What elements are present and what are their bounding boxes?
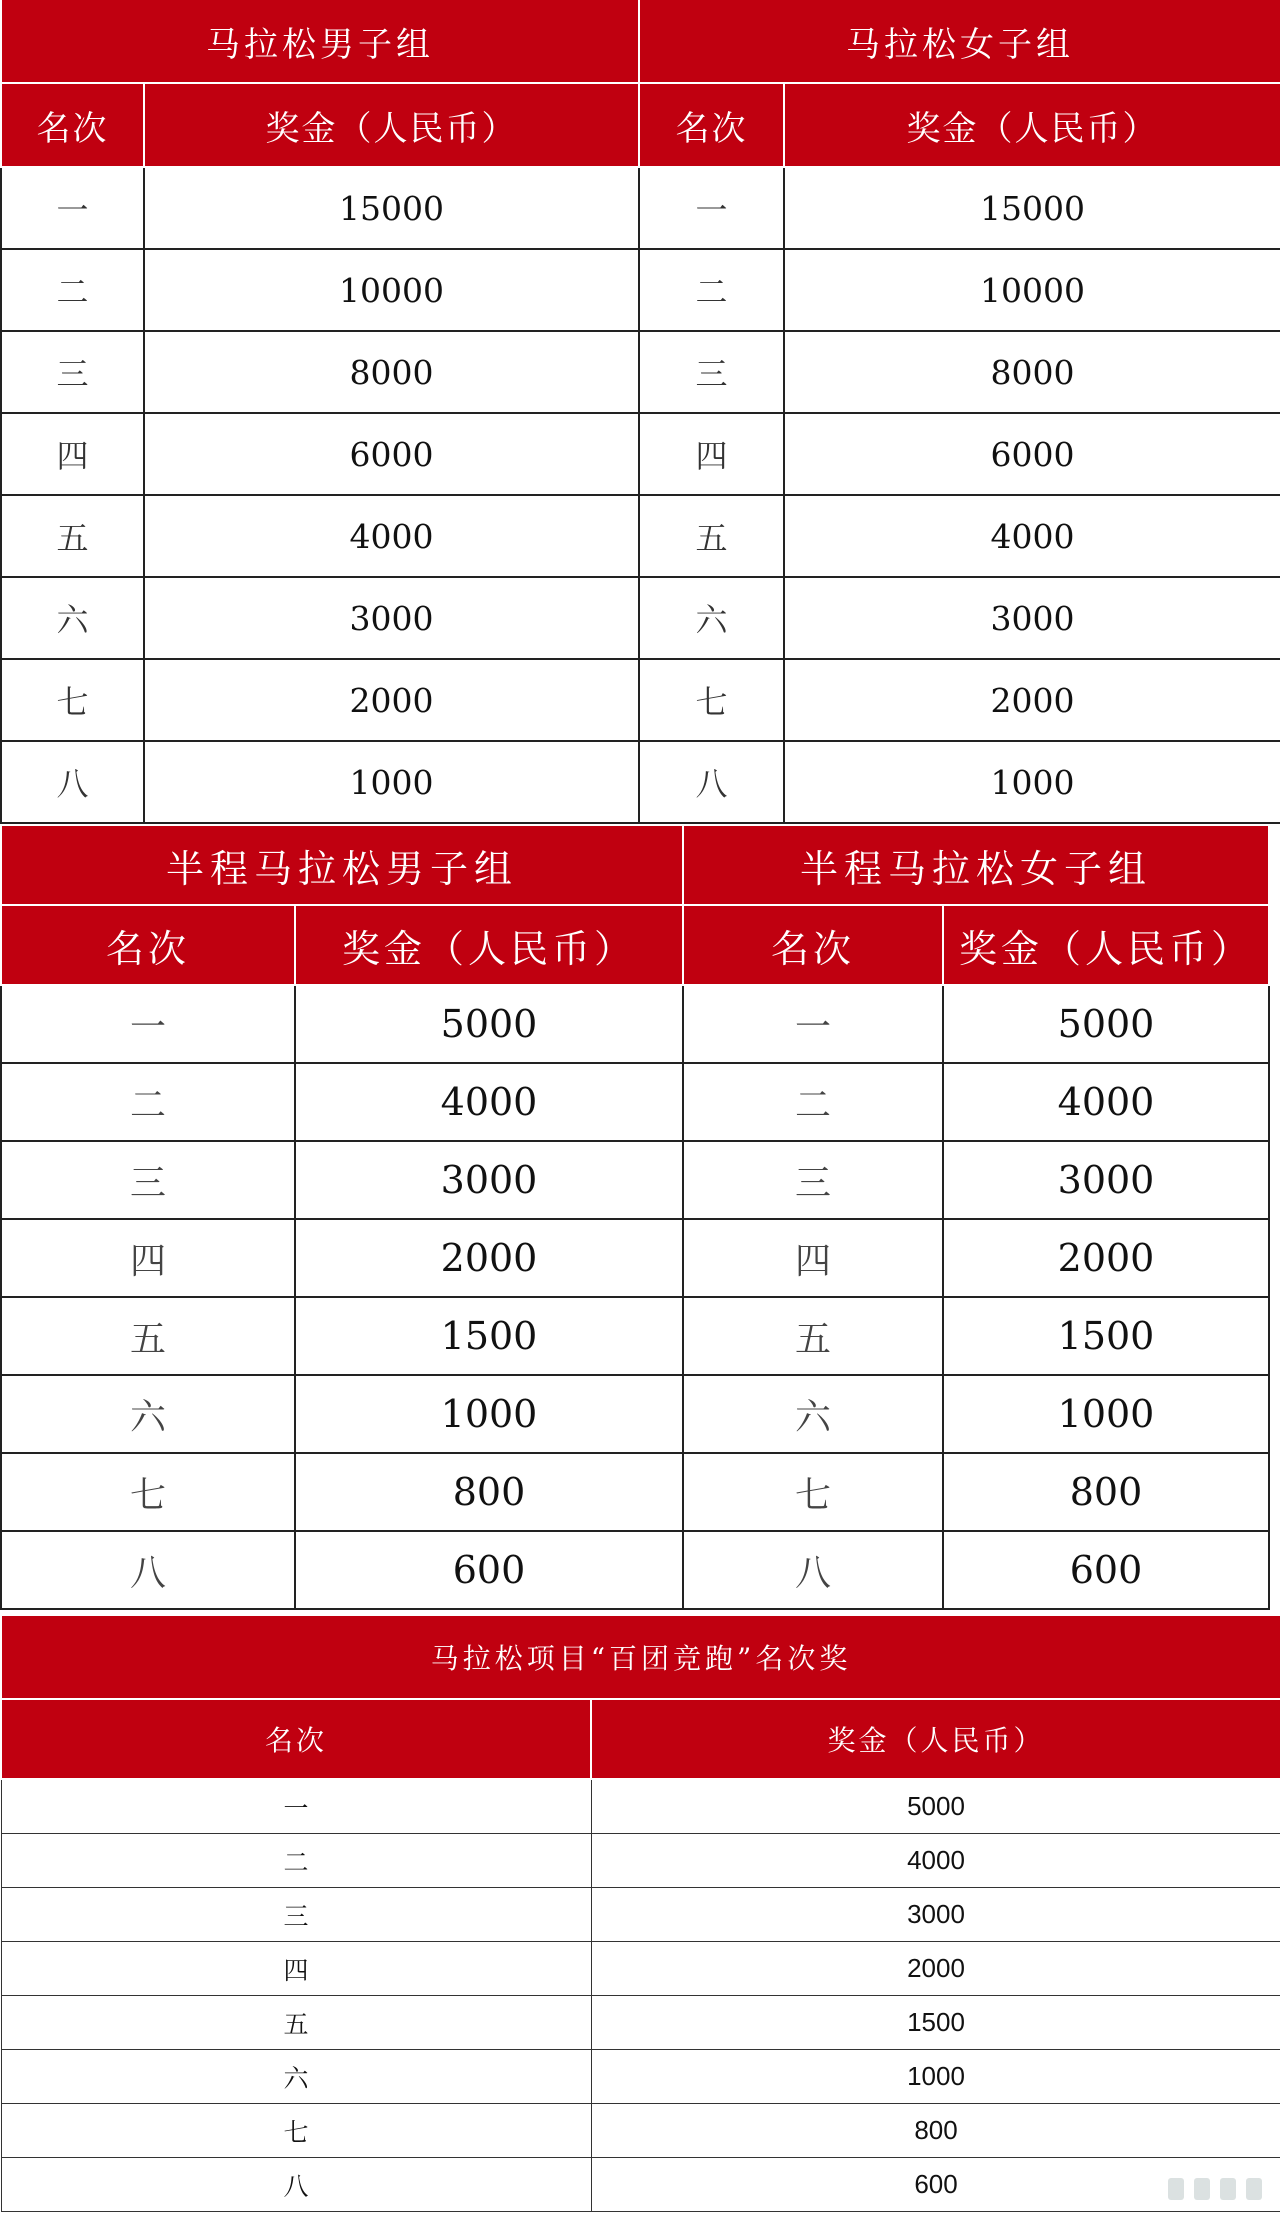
rank-cell: 六 [639, 577, 784, 659]
prize-cell: 2000 [144, 659, 639, 741]
prize-cell: 600 [943, 1531, 1269, 1609]
prize-cell: 5000 [591, 1779, 1280, 1834]
table-row [1, 1453, 1269, 1531]
rank-cell: 八 [1, 741, 144, 823]
rank-cell: 二 [1, 1834, 591, 1888]
prize-cell: 800 [295, 1453, 683, 1531]
rank-cell: 七 [683, 1453, 943, 1531]
prize-cell: 1000 [591, 2050, 1280, 2104]
rank-cell: 三 [1, 1141, 295, 1219]
prize-cell: 10000 [144, 249, 639, 331]
prize-cell: 15000 [144, 167, 639, 249]
rank-cell: 四 [683, 1219, 943, 1297]
watermark [1042, 2172, 1262, 2206]
prize-cell: 4000 [943, 1063, 1269, 1141]
half-marathon-women-title: 半程马拉松女子组 [683, 825, 1269, 905]
rank-cell: 六 [1, 2050, 591, 2104]
table-row [1, 1219, 1269, 1297]
prize-cell: 2000 [591, 1942, 1280, 1996]
rank-header: 名次 [639, 83, 784, 167]
prize-cell: 1000 [943, 1375, 1269, 1453]
prize-header: 奖金（人民币） [784, 83, 1280, 167]
marathon-men-title: 马拉松男子组 [1, 0, 639, 83]
rank-cell: 六 [1, 577, 144, 659]
prize-header: 奖金（人民币） [943, 905, 1269, 985]
rank-cell: 三 [1, 331, 144, 413]
prize-cell: 800 [591, 2104, 1280, 2158]
rank-cell: 六 [683, 1375, 943, 1453]
rank-cell: 七 [1, 2104, 591, 2158]
rank-header: 名次 [683, 905, 943, 985]
prize-cell: 3000 [591, 1888, 1280, 1942]
rank-cell: 五 [683, 1297, 943, 1375]
rank-cell: 一 [639, 167, 784, 249]
prize-cell: 600 [591, 2158, 1280, 2212]
rank-cell: 八 [1, 1531, 295, 1609]
prize-cell: 3000 [144, 577, 639, 659]
table-row [1, 1141, 1269, 1219]
prize-cell: 4000 [591, 1834, 1280, 1888]
prize-cell: 1000 [144, 741, 639, 823]
table-row [1, 167, 1280, 249]
rank-cell: 二 [1, 1063, 295, 1141]
table-row [1, 249, 1280, 331]
rank-cell: 一 [683, 985, 943, 1063]
prize-cell: 8000 [144, 331, 639, 413]
table-row [1, 2050, 1280, 2104]
prize-cell: 5000 [295, 985, 683, 1063]
marathon-women-title: 马拉松女子组 [639, 0, 1280, 83]
prize-cell: 4000 [144, 495, 639, 577]
prize-cell: 4000 [784, 495, 1280, 577]
table-row [1, 1297, 1269, 1375]
rank-cell: 二 [1, 249, 144, 331]
watermark-mark-icon [1220, 2178, 1236, 2200]
table-row [1, 495, 1280, 577]
prize-header: 奖金（人民币） [144, 83, 639, 167]
prize-cell: 1000 [295, 1375, 683, 1453]
rank-cell: 七 [639, 659, 784, 741]
rank-cell: 五 [1, 1996, 591, 2050]
rank-cell: 五 [639, 495, 784, 577]
prize-cell: 6000 [144, 413, 639, 495]
table-row [1, 659, 1280, 741]
prize-header: 奖金（人民币） [591, 1699, 1280, 1779]
prize-cell: 8000 [784, 331, 1280, 413]
prize-cell: 1000 [784, 741, 1280, 823]
rank-cell: 三 [639, 331, 784, 413]
table-row [1, 1942, 1280, 1996]
table-row [1, 1531, 1269, 1609]
table-row [1, 1888, 1280, 1942]
rank-cell: 七 [1, 1453, 295, 1531]
prize-cell: 600 [295, 1531, 683, 1609]
prize-cell: 4000 [295, 1063, 683, 1141]
prize-cell: 2000 [784, 659, 1280, 741]
rank-cell: 八 [1, 2158, 591, 2212]
rank-cell: 八 [683, 1531, 943, 1609]
rank-header: 名次 [1, 905, 295, 985]
half-marathon-men-title: 半程马拉松男子组 [1, 825, 683, 905]
team-race-prize-table [0, 1614, 1280, 2212]
prize-cell: 5000 [943, 985, 1269, 1063]
table-row [1, 741, 1280, 823]
rank-cell: 一 [1, 167, 144, 249]
watermark-mark-icon [1246, 2178, 1262, 2200]
prize-cell: 2000 [295, 1219, 683, 1297]
prize-cell: 1500 [943, 1297, 1269, 1375]
rank-cell: 四 [1, 413, 144, 495]
prize-cell: 2000 [943, 1219, 1269, 1297]
half-marathon-prize-table [0, 824, 1270, 1610]
rank-cell: 二 [639, 249, 784, 331]
watermark-mark-icon [1194, 2178, 1210, 2200]
prize-cell: 15000 [784, 167, 1280, 249]
rank-cell: 七 [1, 659, 144, 741]
prize-cell: 10000 [784, 249, 1280, 331]
rank-cell: 四 [1, 1942, 591, 1996]
rank-cell: 一 [1, 1779, 591, 1834]
rank-cell: 一 [1, 985, 295, 1063]
prize-cell: 3000 [943, 1141, 1269, 1219]
rank-cell: 四 [639, 413, 784, 495]
table-row [1, 413, 1280, 495]
rank-cell: 二 [683, 1063, 943, 1141]
prize-cell: 3000 [784, 577, 1280, 659]
marathon-prize-table [0, 0, 1280, 824]
rank-header: 名次 [1, 1699, 591, 1779]
rank-cell: 八 [639, 741, 784, 823]
table-row [1, 2104, 1280, 2158]
rank-cell: 五 [1, 1297, 295, 1375]
rank-cell: 六 [1, 1375, 295, 1453]
table-row [1, 331, 1280, 413]
prize-cell: 1500 [591, 1996, 1280, 2050]
rank-header: 名次 [1, 83, 144, 167]
table-row [1, 1834, 1280, 1888]
rank-cell: 三 [683, 1141, 943, 1219]
prize-cell: 1500 [295, 1297, 683, 1375]
rank-cell: 三 [1, 1888, 591, 1942]
rank-cell: 五 [1, 495, 144, 577]
table-row [1, 577, 1280, 659]
prize-cell: 3000 [295, 1141, 683, 1219]
table-row [1, 1063, 1269, 1141]
table-row [1, 1996, 1280, 2050]
watermark-mark-icon [1168, 2178, 1184, 2200]
prize-cell: 6000 [784, 413, 1280, 495]
table-row [1, 1375, 1269, 1453]
table-row [1, 985, 1269, 1063]
rank-cell: 四 [1, 1219, 295, 1297]
team-race-title: 马拉松项目“百团竞跑”名次奖 [1, 1615, 1280, 1699]
table-row [1, 1779, 1280, 1834]
prize-cell: 800 [943, 1453, 1269, 1531]
prize-header: 奖金（人民币） [295, 905, 683, 985]
